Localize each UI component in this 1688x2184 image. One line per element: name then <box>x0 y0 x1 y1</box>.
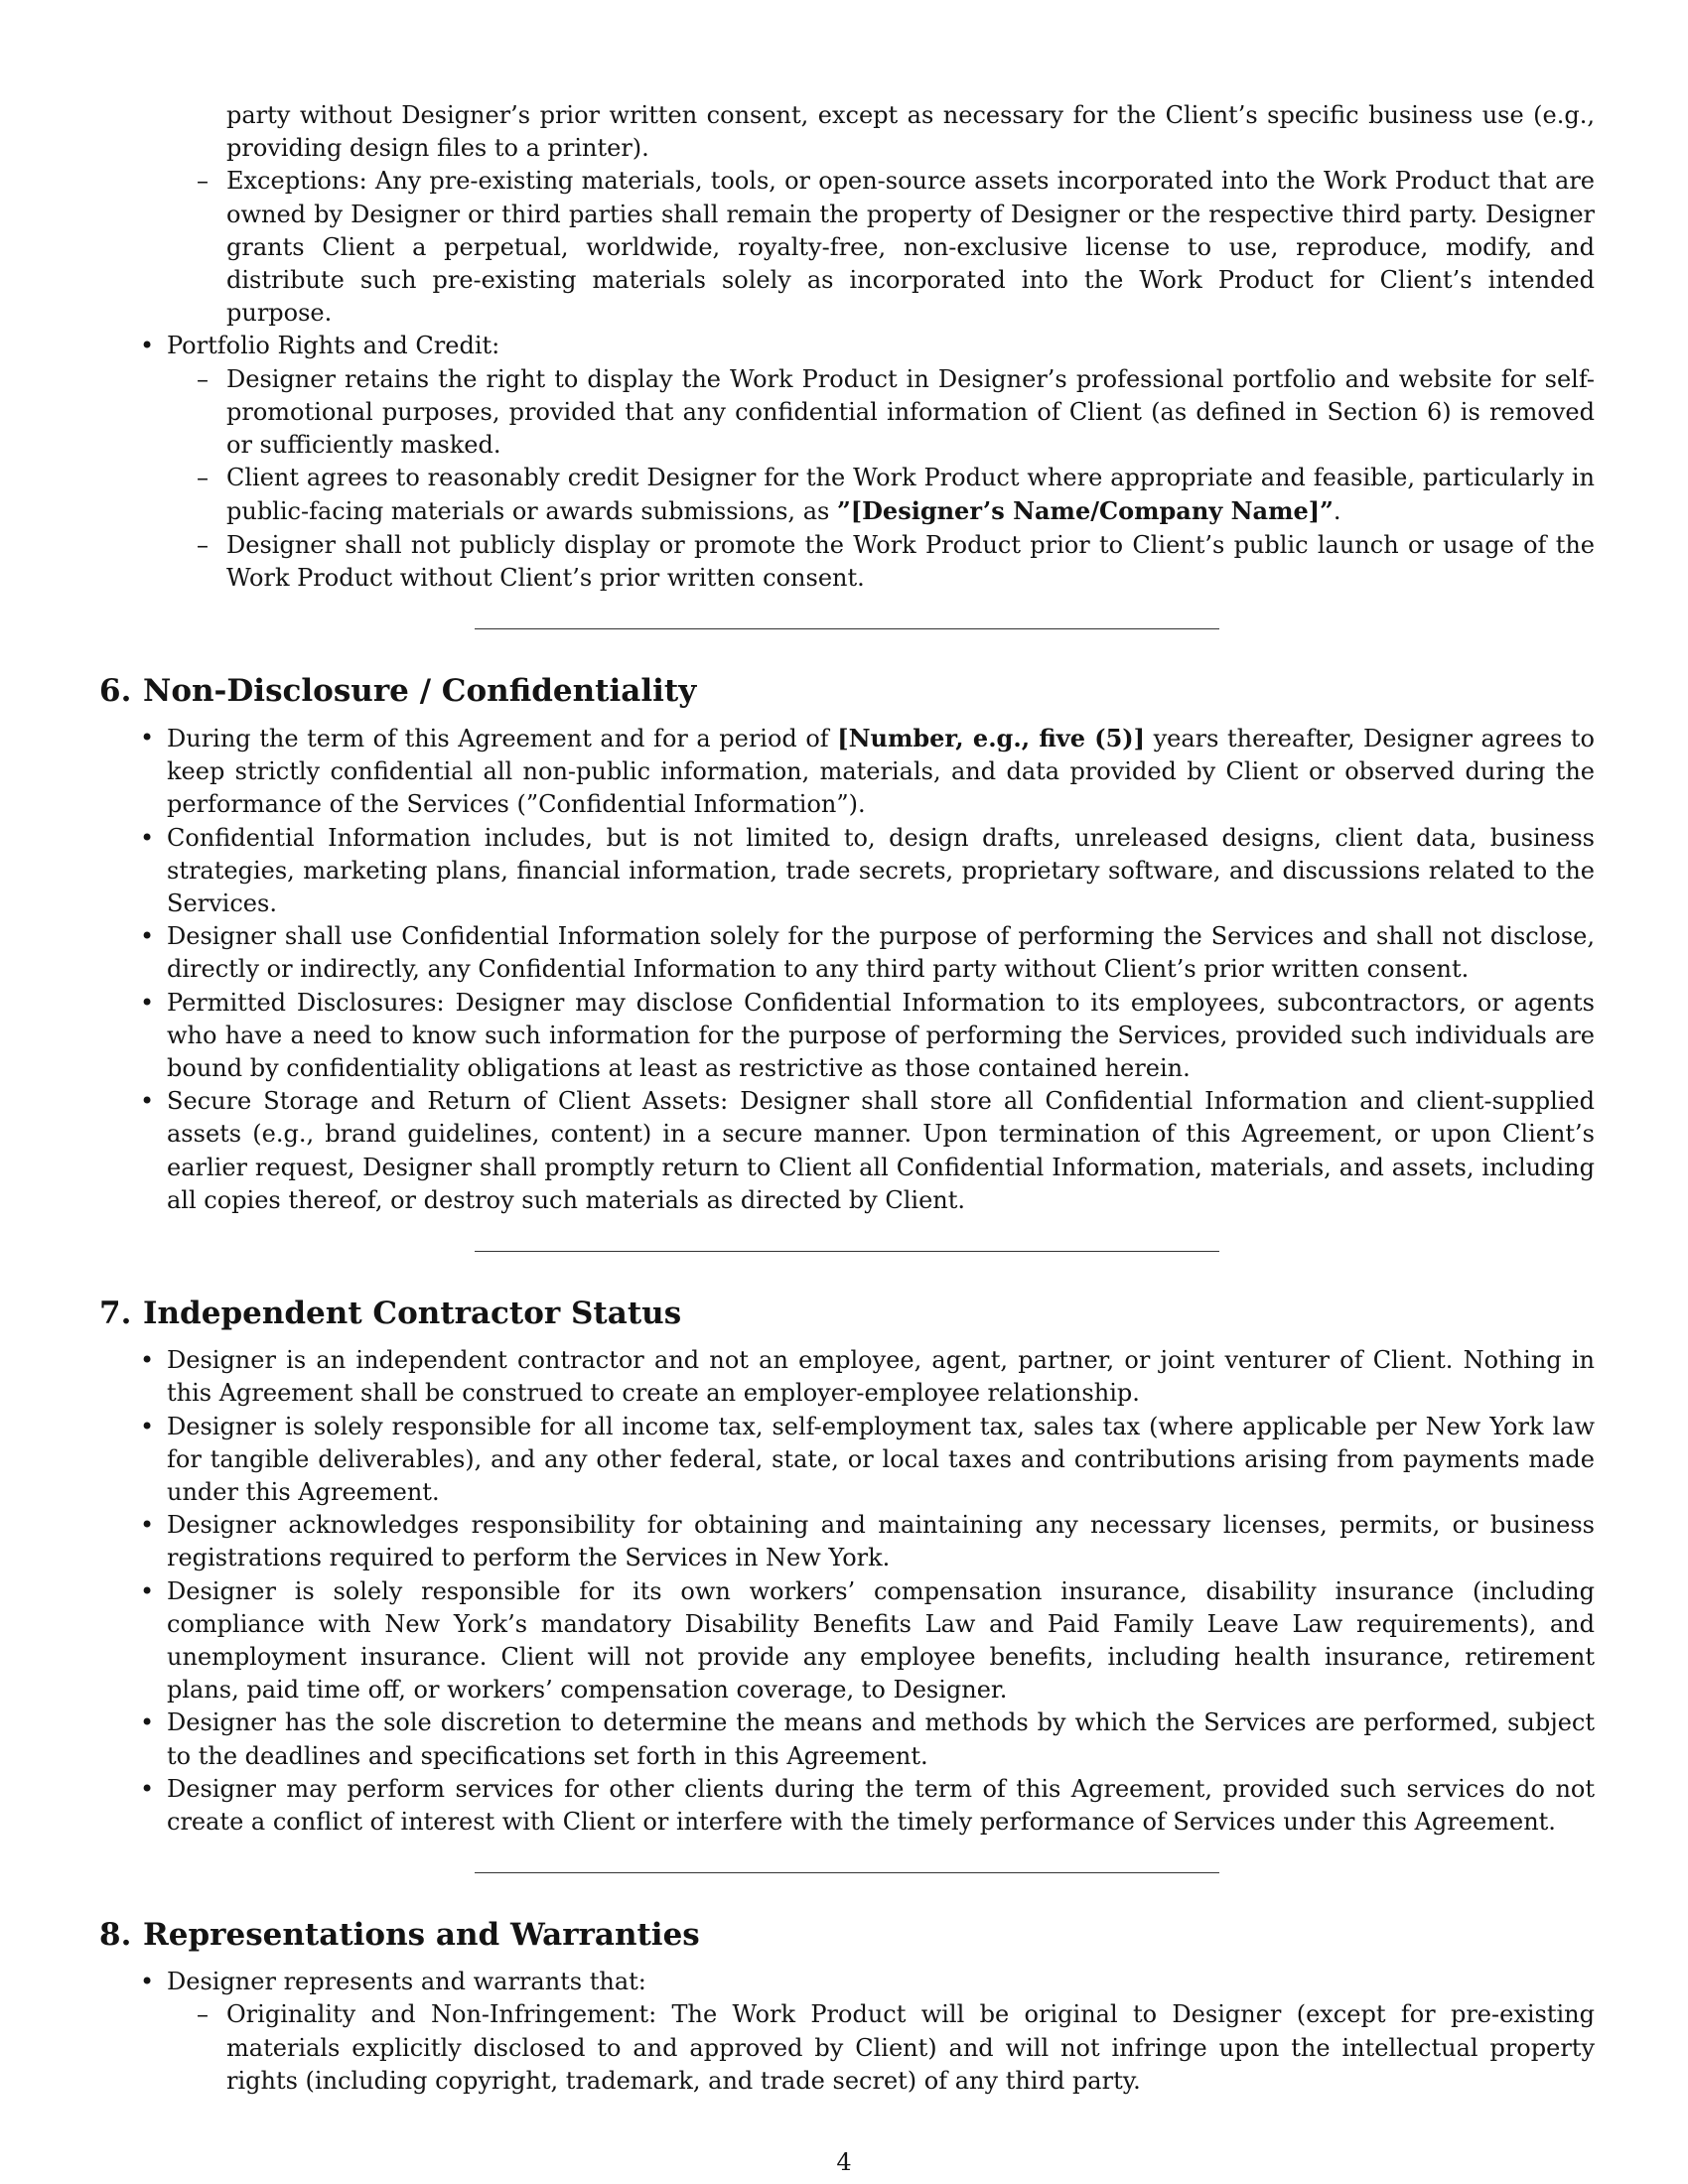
portfolio-sublist <box>167 363 1595 595</box>
list-item-text: Designer represents and warrants that: <box>167 1968 646 1996</box>
list-item: • Permitted Disclosures: Designer may disclose Confidential Information to its employees, subcontractors, or agents who have a need to know such information for the purpose of performing the Services, provided such individuals are bound by confidentiality obligations at least as restrictive as those contained herein. <box>167 987 1595 1086</box>
section-divider <box>475 628 1219 629</box>
section-6-list <box>99 722 1595 1217</box>
intro-sublist <box>167 165 1595 330</box>
portfolio-item-2-end: . <box>1333 497 1341 526</box>
list-item: • Secure Storage and Return of Client Assets: Designer shall store all Confidential Information and client-supplied assets (e.g., brand guidelines, content) in a secure manner. Upon termination of this Agreement, or upon Client’s earlier request, Designer shall promptly return to Client all Confidential Information, materials, and assets, including all copies thereof, or destroy such materials as directed by Client. <box>167 1085 1595 1217</box>
list-item: • Designer has the sole discretion to determine the means and methods by which the Services are performed, subject to the deadlines and specifications set forth in this Agreement. <box>167 1706 1595 1772</box>
list-item: • Designer is solely responsible for all income tax, self-employment tax, sales tax (where applicable per New York law for tangible deliverables), and any other federal, state, or local taxes and contributions arising from payments made under this Agreement. <box>167 1411 1595 1510</box>
section-6-number: 6. <box>99 673 132 710</box>
portfolio-item-3: – Designer shall not publicly display or promote the Work Product prior to Client’s public launch or usage of the Work Product without Client’s prior written consent. <box>226 529 1595 595</box>
list-item: • Designer acknowledges responsibility for obtaining and maintaining any necessary licenses, permits, or business registrations required to perform the Services in New York. <box>167 1509 1595 1574</box>
portfolio-heading: Portfolio Rights and Credit: <box>167 332 500 360</box>
portfolio-item-2-text: Client agrees to reasonably credit Designer for the Work Product where appropriate and feasible, particularly in public-facing materials or awards submissions, as <box>226 464 1595 526</box>
section-8-number: 8. <box>99 1917 132 1954</box>
portfolio-item-2 <box>226 462 1595 528</box>
list-item-text: During the term of this Agreement and for a period of <box>167 725 838 753</box>
section-7-list <box>99 1344 1595 1839</box>
term-placeholder: [Number, e.g., five (5)] <box>837 724 1146 753</box>
section-8-title: Representations and Warranties <box>143 1917 700 1954</box>
intro-list <box>99 165 1595 595</box>
section-divider <box>475 1872 1219 1873</box>
list-item-text: years thereafter, Designer agrees to keep strictly confidential all non-public information, materials, and data provided by Client or observed during the performance of the Services (”Confidential Information”). <box>167 725 1595 819</box>
list-item: • Designer may perform services for other clients during the term of this Agreement, provided such services do not create a conflict of interest with Client or interfere with the timely performance of Services under this Agreement. <box>167 1773 1595 1839</box>
list-item: • Designer shall use Confidential Information solely for the purpose of performing the Services and shall not disclose, directly or indirectly, any Confidential Information to any third party without Client’s prior written consent. <box>167 920 1595 986</box>
section-7-number: 7. <box>99 1296 132 1332</box>
section-6-heading <box>99 671 1595 711</box>
designer-name-placeholder: ”[Designer’s Name/Company Name]” <box>836 496 1334 526</box>
section-8-heading <box>99 1915 1595 1955</box>
exceptions-item: – Exceptions: Any pre-existing materials, tools, or open-source assets incorporated into the Work Product that are owned by Designer or third parties shall remain the property of Designer or the respective third party. Designer grants Client a perpetual, worldwide, royalty-free, non-exclusive license to use, reproduce, modify, and distribute such pre-existing materials solely as incorporated into the Work Product for Client’s intended purpose. <box>226 165 1595 330</box>
intro-continuation <box>99 99 1595 165</box>
originality-item: – Originality and Non-Infringement: The Work Product will be original to Designer (except for pre-existing materials explicitly disclosed to and approved by Client) and will not infringe upon the intellectual property rights (including copyright, trademark, and trade secret) of any third party. <box>226 1998 1595 2098</box>
section-8-sublist <box>167 1998 1595 2098</box>
section-6-title: Non-Disclosure / Confidentiality <box>143 673 697 710</box>
continuation-text: party without Designer’s prior written consent, except as necessary for the Client’s specific business use (e.g., providing design files to a printer). <box>226 101 1595 163</box>
section-8-list <box>99 1966 1595 2098</box>
intro-sublist-wrapper <box>167 165 1595 330</box>
section-7-title: Independent Contractor Status <box>143 1296 682 1332</box>
list-item: • Confidential Information includes, but is not limited to, design drafts, unreleased designs, client data, business strategies, marketing plans, financial information, trade secrets, proprietary software, and discussions related to the Services. <box>167 822 1595 921</box>
section-7-heading <box>99 1294 1595 1333</box>
portfolio-rights-item <box>167 330 1595 595</box>
list-item: • Designer is solely responsible for its own workers’ compensation insurance, disability insurance (including compliance with New York’s mandatory Disability Benefits Law and Paid Family Leave Law requirements), and unemployment insurance. Client will not provide any employee benefits, including health insurance, retirement plans, paid time off, or workers’ compensation coverage, to Designer. <box>167 1575 1595 1707</box>
section-divider <box>475 1251 1219 1252</box>
list-item <box>167 722 1595 822</box>
page-content <box>99 99 1595 2098</box>
page-number: 4 <box>836 2148 852 2176</box>
list-item <box>167 1966 1595 2098</box>
list-item: • Designer is an independent contractor and not an employee, agent, partner, or joint venturer of Client. Nothing in this Agreement shall be construed to create an employer-employee relationship. <box>167 1344 1595 1410</box>
portfolio-item-1: – Designer retains the right to display the Work Product in Designer’s professional portfolio and website for self-promotional purposes, provided that any confidential information of Client (as defined in Section 6) is removed or sufficiently masked. <box>226 363 1595 463</box>
